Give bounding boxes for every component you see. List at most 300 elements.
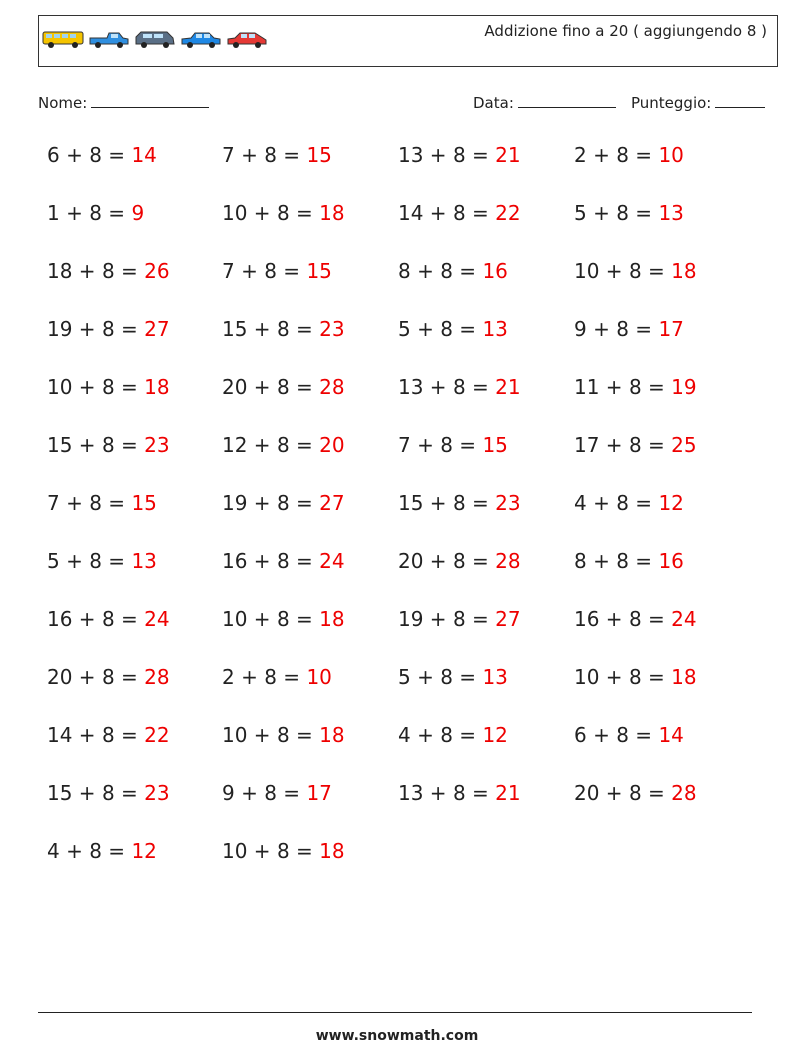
problem-answer: 19 (671, 375, 697, 399)
problem-expression: 2 (222, 665, 235, 689)
problem-answer: 18 (319, 723, 345, 747)
problem-expression: 14 (398, 201, 424, 225)
problem-answer: 23 (319, 317, 345, 341)
problem-operator: + (423, 201, 453, 225)
equals-sign: = (114, 781, 145, 805)
problem-addend: 8 (276, 491, 290, 515)
problem-addend: 8 (440, 433, 453, 457)
problem-operator: + (410, 723, 441, 747)
name-blank (91, 93, 209, 108)
date-blank (518, 93, 616, 108)
problem-answer: 21 (495, 143, 521, 167)
problem-expression: 4 (398, 723, 411, 747)
problem-expression: 6 (574, 723, 587, 747)
problem-expression: 20 (574, 781, 600, 805)
problem-expression: 15 (398, 491, 424, 515)
problem-operator: + (72, 723, 102, 747)
equals-sign: = (452, 665, 483, 689)
equals-sign: = (641, 375, 672, 399)
problem-expression: 10 (574, 665, 600, 689)
problem-answer: 17 (306, 781, 332, 805)
problem-addend: 8 (628, 433, 642, 457)
problem-item (574, 433, 697, 457)
problem-operator: + (423, 607, 453, 631)
problem-addend: 8 (616, 201, 629, 225)
problem-item (398, 665, 508, 689)
problem-operator: + (423, 491, 453, 515)
problem-answer: 13 (658, 201, 684, 225)
problem-answer: 10 (658, 143, 684, 167)
problem-expression: 7 (398, 433, 411, 457)
equals-sign: = (289, 375, 320, 399)
problem-operator: + (234, 781, 265, 805)
problem-operator: + (247, 375, 277, 399)
problem-item (398, 607, 521, 631)
equals-sign: = (452, 259, 483, 283)
problem-operator: + (72, 433, 102, 457)
problem-operator: + (72, 607, 102, 631)
problem-answer: 13 (482, 665, 508, 689)
problem-expression: 16 (222, 549, 248, 573)
problem-operator: + (234, 143, 265, 167)
problem-expression: 5 (574, 201, 587, 225)
equals-sign: = (289, 549, 320, 573)
problem-operator: + (599, 433, 629, 457)
problem-addend: 8 (276, 317, 290, 341)
problem-operator: + (247, 607, 277, 631)
problem-answer: 27 (319, 491, 345, 515)
equals-sign: = (276, 781, 307, 805)
footer-url: www.snowmath.com (315, 1028, 479, 1044)
problem-operator: + (410, 433, 441, 457)
worksheet-header (38, 15, 778, 67)
problem-expression: 7 (47, 491, 60, 515)
equals-sign: = (465, 607, 496, 631)
problem-expression: 14 (47, 723, 73, 747)
equals-sign: = (465, 491, 496, 515)
problem-expression: 5 (398, 665, 411, 689)
problem-item (47, 433, 170, 457)
problem-addend: 8 (101, 665, 115, 689)
problem-operator: + (410, 259, 441, 283)
sedan-icon (179, 28, 223, 50)
problem-item (47, 607, 170, 631)
problem-item (574, 201, 684, 225)
problem-item (222, 375, 345, 399)
problem-answer: 25 (671, 433, 697, 457)
problem-item (574, 665, 697, 689)
problem-item (398, 259, 508, 283)
problem-answer: 24 (671, 607, 697, 631)
problem-addend: 8 (276, 433, 290, 457)
problem-addend: 8 (628, 781, 642, 805)
problem-expression: 18 (47, 259, 73, 283)
problem-expression: 19 (47, 317, 73, 341)
problem-operator: + (410, 317, 441, 341)
problem-addend: 8 (101, 781, 115, 805)
problem-row (47, 433, 757, 491)
footer-divider (38, 1012, 752, 1013)
problem-expression: 10 (222, 839, 248, 863)
problem-expression: 20 (222, 375, 248, 399)
problem-item (47, 549, 157, 573)
problem-operator: + (72, 259, 102, 283)
equals-sign: = (276, 143, 307, 167)
equals-sign: = (276, 259, 307, 283)
problem-answer: 27 (144, 317, 170, 341)
problem-operator: + (247, 433, 277, 457)
problem-expression: 13 (398, 781, 424, 805)
problem-answer: 15 (306, 143, 332, 167)
problem-expression: 1 (47, 201, 60, 225)
problem-answer: 10 (306, 665, 332, 689)
pickup-truck-icon (87, 28, 131, 50)
hatchback-icon (225, 28, 269, 50)
equals-sign: = (289, 317, 320, 341)
problem-operator: + (423, 143, 453, 167)
problem-operator: + (586, 723, 617, 747)
problem-addend: 8 (616, 549, 629, 573)
problem-row (47, 259, 757, 317)
problem-addend: 8 (440, 259, 453, 283)
date-label: Data: (473, 94, 514, 112)
problem-addend: 8 (101, 317, 115, 341)
problem-addend: 8 (452, 781, 466, 805)
problem-item (574, 549, 684, 573)
problem-expression: 13 (398, 143, 424, 167)
equals-sign: = (289, 607, 320, 631)
problem-operator: + (599, 781, 629, 805)
equals-sign: = (276, 665, 307, 689)
equals-sign: = (452, 433, 483, 457)
problem-operator: + (72, 317, 102, 341)
problem-addend: 8 (628, 375, 642, 399)
problem-operator: + (247, 839, 277, 863)
equals-sign: = (114, 723, 145, 747)
problem-item (574, 491, 684, 515)
problem-answer: 24 (144, 607, 170, 631)
problem-expression: 13 (398, 375, 424, 399)
name-label: Nome: (38, 94, 88, 112)
equals-sign: = (114, 259, 145, 283)
problem-expression: 20 (398, 549, 424, 573)
problem-answer: 23 (495, 491, 521, 515)
problem-addend: 8 (264, 665, 277, 689)
problem-operator: + (599, 259, 629, 283)
problem-addend: 8 (440, 665, 453, 689)
problem-item (222, 549, 345, 573)
problem-operator: + (586, 143, 617, 167)
problem-item (574, 723, 684, 747)
problem-answer: 15 (306, 259, 332, 283)
problem-expression: 12 (222, 433, 248, 457)
problem-addend: 8 (628, 665, 642, 689)
problem-operator: + (586, 317, 617, 341)
problem-operator: + (599, 375, 629, 399)
problem-row (47, 143, 757, 201)
problem-expression: 10 (574, 259, 600, 283)
problem-expression: 9 (574, 317, 587, 341)
problem-item (47, 723, 170, 747)
equals-sign: = (289, 433, 320, 457)
equals-sign: = (628, 549, 659, 573)
problem-expression: 10 (47, 375, 73, 399)
problem-item (222, 143, 332, 167)
problem-expression: 15 (47, 433, 73, 457)
problem-item (398, 201, 521, 225)
problem-answer: 28 (319, 375, 345, 399)
problem-addend: 8 (452, 491, 466, 515)
problem-operator: + (59, 839, 90, 863)
school-bus-icon (41, 28, 85, 50)
problem-answer: 23 (144, 433, 170, 457)
problem-addend: 8 (276, 607, 290, 631)
problem-item (398, 491, 521, 515)
problem-operator: + (599, 607, 629, 631)
problem-answer: 27 (495, 607, 521, 631)
name-field (38, 93, 209, 112)
problem-operator: + (599, 665, 629, 689)
problem-expression: 5 (398, 317, 411, 341)
problem-answer: 22 (495, 201, 521, 225)
problem-item (222, 433, 345, 457)
equals-sign: = (641, 607, 672, 631)
problem-item (398, 143, 521, 167)
problem-operator: + (72, 781, 102, 805)
problem-operator: + (423, 375, 453, 399)
score-blank (715, 93, 765, 108)
problem-expression: 17 (574, 433, 600, 457)
problem-item (574, 781, 697, 805)
problem-answer: 18 (671, 259, 697, 283)
date-field (473, 93, 616, 112)
problem-answer: 21 (495, 375, 521, 399)
problem-expression: 16 (47, 607, 73, 631)
problem-item (574, 143, 684, 167)
equals-sign: = (465, 781, 496, 805)
problem-operator: + (247, 491, 277, 515)
equals-sign: = (114, 433, 145, 457)
equals-sign: = (465, 143, 496, 167)
problem-answer: 18 (144, 375, 170, 399)
problem-row (47, 201, 757, 259)
problem-item (222, 491, 345, 515)
equals-sign: = (289, 723, 320, 747)
problem-addend: 8 (440, 723, 453, 747)
problem-operator: + (586, 549, 617, 573)
problem-operator: + (586, 201, 617, 225)
problem-item (398, 781, 521, 805)
problem-addend: 8 (452, 201, 466, 225)
equals-sign: = (101, 491, 132, 515)
problem-expression: 15 (47, 781, 73, 805)
problem-item (222, 839, 345, 863)
problem-answer: 28 (144, 665, 170, 689)
problem-addend: 8 (616, 317, 629, 341)
problem-expression: 8 (574, 549, 587, 573)
equals-sign: = (628, 491, 659, 515)
problem-answer: 18 (671, 665, 697, 689)
problem-answer: 18 (319, 839, 345, 863)
worksheet-title: Addizione fino a 20 ( aggiungendo 8 ) (484, 22, 767, 40)
equals-sign: = (628, 723, 659, 747)
problem-addend: 8 (276, 723, 290, 747)
problem-item (47, 259, 170, 283)
problem-expression: 9 (222, 781, 235, 805)
problem-answer: 22 (144, 723, 170, 747)
problem-addend: 8 (264, 781, 277, 805)
problem-operator: + (59, 491, 90, 515)
problem-addend: 8 (616, 723, 629, 747)
problem-expression: 15 (222, 317, 248, 341)
problem-item (398, 375, 521, 399)
equals-sign: = (114, 317, 145, 341)
problem-expression: 6 (47, 143, 60, 167)
equals-sign: = (289, 201, 320, 225)
equals-sign: = (641, 433, 672, 457)
problem-item (574, 375, 697, 399)
problem-expression: 16 (574, 607, 600, 631)
equals-sign: = (628, 201, 659, 225)
problem-addend: 8 (89, 549, 102, 573)
equals-sign: = (101, 549, 132, 573)
problem-answer: 20 (319, 433, 345, 457)
problem-expression: 4 (47, 839, 60, 863)
problem-item (47, 839, 157, 863)
problem-item (398, 549, 521, 573)
problem-operator: + (59, 143, 90, 167)
problem-operator: + (247, 723, 277, 747)
problem-row (47, 317, 757, 375)
problem-expression: 2 (574, 143, 587, 167)
problem-addend: 8 (628, 607, 642, 631)
problem-addend: 8 (89, 839, 102, 863)
problem-addend: 8 (264, 259, 277, 283)
problem-addend: 8 (276, 375, 290, 399)
problem-expression: 8 (398, 259, 411, 283)
problem-addend: 8 (89, 491, 102, 515)
problem-item (47, 665, 170, 689)
problem-addend: 8 (452, 549, 466, 573)
equals-sign: = (452, 723, 483, 747)
problem-answer: 13 (131, 549, 157, 573)
problem-answer: 14 (658, 723, 684, 747)
problem-item (574, 607, 697, 631)
problem-item (47, 781, 170, 805)
equals-sign: = (628, 143, 659, 167)
problem-operator: + (247, 317, 277, 341)
problem-addend: 8 (616, 143, 629, 167)
problem-addend: 8 (628, 259, 642, 283)
problem-operator: + (247, 549, 277, 573)
equals-sign: = (641, 665, 672, 689)
problem-item (47, 317, 170, 341)
problem-operator: + (72, 665, 102, 689)
problem-item (222, 665, 332, 689)
equals-sign: = (628, 317, 659, 341)
problem-operator: + (234, 259, 265, 283)
problem-addend: 8 (452, 143, 466, 167)
problem-answer: 18 (319, 607, 345, 631)
problem-answer: 24 (319, 549, 345, 573)
problem-expression: 10 (222, 607, 248, 631)
problem-answer: 16 (658, 549, 684, 573)
equals-sign: = (289, 839, 320, 863)
problem-answer: 15 (131, 491, 157, 515)
problem-item (398, 723, 508, 747)
problem-expression: 4 (574, 491, 587, 515)
problem-answer: 28 (671, 781, 697, 805)
problem-operator: + (586, 491, 617, 515)
problem-addend: 8 (101, 723, 115, 747)
problem-operator: + (423, 549, 453, 573)
equals-sign: = (101, 143, 132, 167)
problem-addend: 8 (101, 375, 115, 399)
problem-addend: 8 (276, 839, 290, 863)
problem-row (47, 607, 757, 665)
problem-operator: + (72, 375, 102, 399)
car-icons (41, 28, 269, 50)
problem-row (47, 491, 757, 549)
problem-grid (47, 143, 757, 897)
problem-addend: 8 (276, 549, 290, 573)
problem-item (47, 143, 157, 167)
problem-answer: 12 (658, 491, 684, 515)
problem-expression: 19 (398, 607, 424, 631)
problem-addend: 8 (89, 143, 102, 167)
problem-expression: 20 (47, 665, 73, 689)
problem-addend: 8 (452, 607, 466, 631)
score-field (631, 93, 765, 112)
problem-addend: 8 (276, 201, 290, 225)
problem-row (47, 839, 757, 897)
equals-sign: = (114, 375, 145, 399)
problem-expression: 11 (574, 375, 600, 399)
problem-row (47, 665, 757, 723)
problem-answer: 21 (495, 781, 521, 805)
problem-item (398, 433, 508, 457)
problem-answer: 14 (131, 143, 157, 167)
problem-answer: 17 (658, 317, 684, 341)
problem-answer: 16 (482, 259, 508, 283)
score-label: Punteggio: (631, 94, 712, 112)
problem-addend: 8 (440, 317, 453, 341)
problem-item (574, 317, 684, 341)
problem-operator: + (247, 201, 277, 225)
problem-row (47, 781, 757, 839)
equals-sign: = (452, 317, 483, 341)
equals-sign: = (101, 201, 132, 225)
problem-item (222, 723, 345, 747)
equals-sign: = (465, 549, 496, 573)
problem-operator: + (410, 665, 441, 689)
problem-item (222, 317, 345, 341)
equals-sign: = (465, 375, 496, 399)
problem-expression: 19 (222, 491, 248, 515)
problem-answer: 26 (144, 259, 170, 283)
problem-item (222, 607, 345, 631)
equals-sign: = (114, 607, 145, 631)
problem-addend: 8 (101, 259, 115, 283)
problem-item (47, 201, 144, 225)
problem-operator: + (423, 781, 453, 805)
problem-addend: 8 (452, 375, 466, 399)
problem-answer: 15 (482, 433, 508, 457)
problem-operator: + (234, 665, 265, 689)
problem-expression: 10 (222, 201, 248, 225)
equals-sign: = (289, 491, 320, 515)
problem-addend: 8 (101, 433, 115, 457)
